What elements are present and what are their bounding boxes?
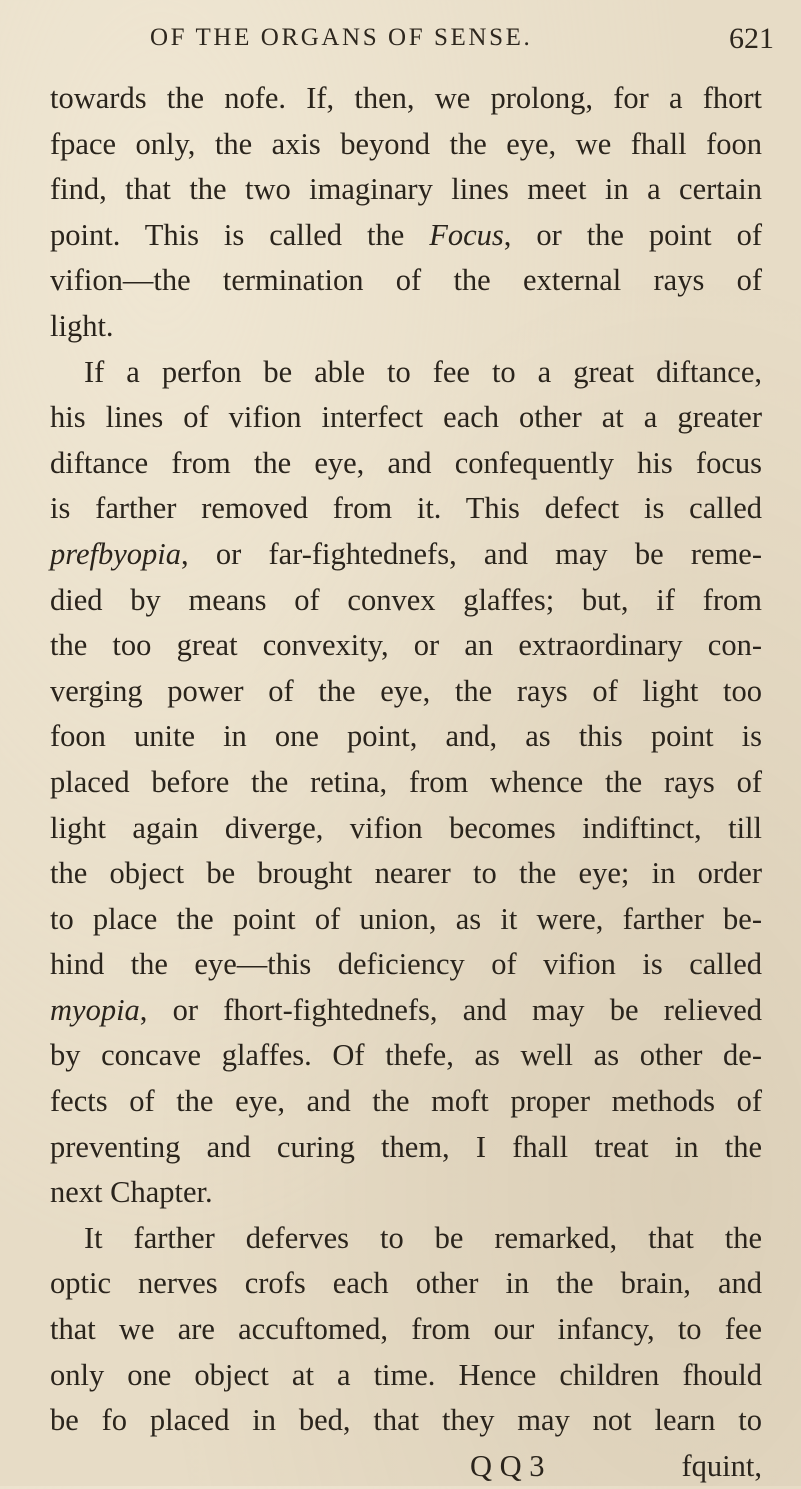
text-line: placed before the retina, from whence the rays of xyxy=(50,764,762,799)
text-line: foon unite in one point, and, as this point is xyxy=(50,719,762,754)
signature-mark: Q Q 3 xyxy=(470,1448,545,1483)
text-line: If a perfon be able to fee to a great diftance, xyxy=(84,354,762,389)
catchword: fquint, xyxy=(681,1448,762,1483)
text-line: light. xyxy=(50,308,114,343)
running-head xyxy=(150,22,780,56)
text-line: the too great convexity, or an extraordinary con- xyxy=(50,628,762,663)
text-line: diftance from the eye, and confequently his focus xyxy=(50,445,762,480)
text-line: verging power of the eye, the rays of light too xyxy=(50,673,762,708)
text-line: find, that the two imaginary lines meet in a certain xyxy=(50,172,762,207)
text-line: to place the point of union, as it were, farther be- xyxy=(50,901,762,936)
text-line: myopia, or fhort-fightednefs, and may be relieved xyxy=(50,992,762,1027)
page-number: 621 xyxy=(729,22,774,55)
text-line: towards the nofe. If, then, we prolong, for a fhort xyxy=(50,81,762,115)
running-title: OF THE ORGANS OF SENSE. xyxy=(150,24,533,51)
page-footer-line xyxy=(50,1444,762,1489)
text-line: It farther deferves to be remarked, that the xyxy=(84,1220,762,1255)
text-line: fpace only, the axis beyond the eye, we fhall foon xyxy=(50,126,762,161)
body-text xyxy=(50,76,762,1489)
text-line: preventing and curing them, I fhall treat in the xyxy=(50,1129,762,1164)
text-line: prefbyopia, or far-fightednefs, and may be reme- xyxy=(50,536,762,571)
text-line: the object be brought nearer to the eye; in order xyxy=(50,856,762,891)
text-line: point. This is called the Focus, or the point of xyxy=(50,217,762,252)
text-line: died by means of convex glaffes; but, if from xyxy=(50,582,762,617)
text-line: next Chapter. xyxy=(50,1175,213,1210)
text-line: that we are accuftomed, from our infancy, to fee xyxy=(50,1312,762,1347)
text-line: only one object at a time. Hence children fhould xyxy=(50,1357,762,1392)
text-line: optic nerves crofs each other in the brain, and xyxy=(50,1266,762,1301)
text-line: his lines of vifion interfect each other at a greater xyxy=(50,400,762,435)
text-line: by concave glaffes. Of thefe, as well as other de- xyxy=(50,1038,762,1073)
text-line: be fo placed in bed, that they may not learn to xyxy=(50,1403,762,1438)
text-line: vifion—the termination of the external rays of xyxy=(50,263,762,298)
text-line: hind the eye—this deficiency of vifion is called xyxy=(50,947,762,982)
text-line: fects of the eye, and the moft proper methods of xyxy=(50,1084,762,1119)
text-line: is farther removed from it. This defect is called xyxy=(50,491,762,526)
text-line: light again diverge, vifion becomes indiftinct, till xyxy=(50,810,762,845)
